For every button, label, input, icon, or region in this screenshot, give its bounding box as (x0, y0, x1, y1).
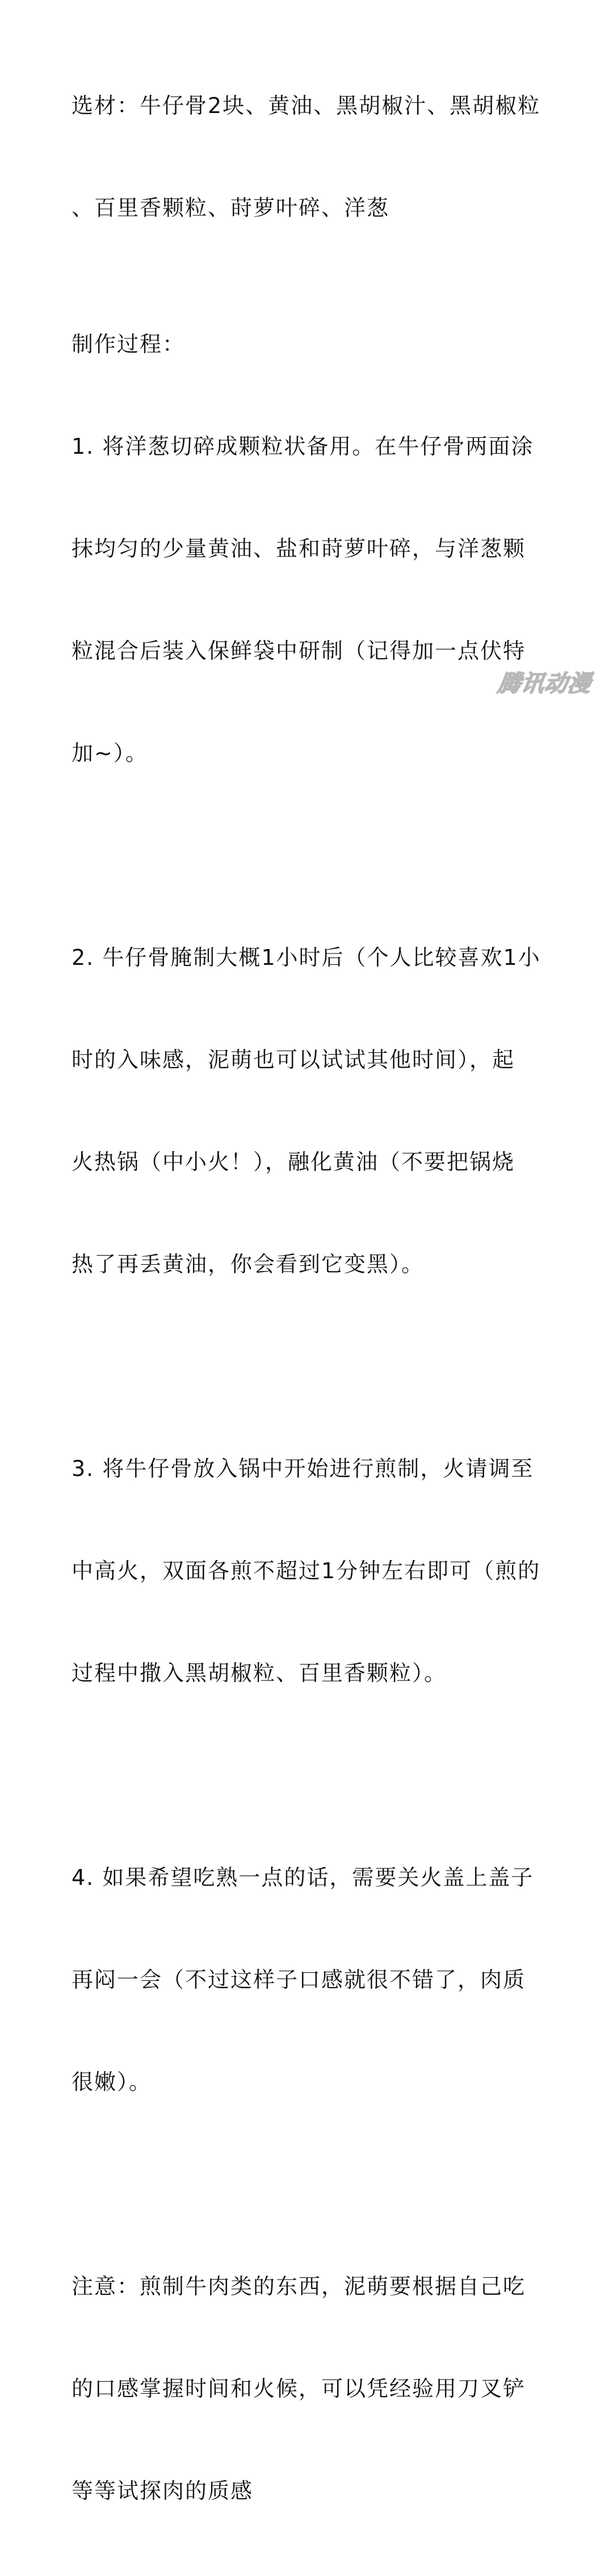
text-line: 抹均匀的少量黄油、盐和莳萝叶碎，与洋葱颗 (72, 536, 526, 561)
text-line: 粒混合后装入保鲜袋中研制（记得加一点伏特 (72, 638, 526, 663)
text-line: 很嫩）。 (72, 2069, 152, 2094)
recipe-content (72, 20, 544, 2576)
text-line: 中高火，双面各煎不超过1分钟左右即可（煎的 (72, 1558, 541, 1583)
text-line: 加~）。 (72, 741, 148, 766)
watermark-logo (489, 667, 601, 696)
paragraph-gap (72, 1349, 544, 1383)
text-line: 时的入味感，泥萌也可以试试其他时间），起 (72, 1047, 515, 1072)
step-2-paragraph (72, 872, 544, 1349)
text-line: 再闷一会（不过这样子口感就很不错了，肉质 (72, 1967, 526, 1992)
text-line: 的口感掌握时间和火候，可以凭经验用刀叉铲 (72, 2376, 526, 2401)
note-paragraph (72, 2201, 544, 2576)
paragraph-gap (72, 293, 544, 327)
step-1-paragraph (72, 361, 544, 838)
text-line: 过程中撒入黑胡椒粒、百里香颗粒）。 (72, 1661, 447, 1686)
paragraph-gap (72, 2167, 544, 2201)
text-line: 火热锅（中小火！），融化黄油（不要把锅烧 (72, 1149, 515, 1174)
text-line: 注意：煎制牛肉类的东西，泥萌要根据自己吃 (72, 2274, 526, 2299)
step-4-paragraph (72, 1792, 544, 2167)
paragraph-gap (72, 838, 544, 872)
text-line: 热了再丢黄油，你会看到它变黑）。 (72, 1252, 425, 1277)
text-line: 4. 如果希望吃熟一点的话，需要关火盖上盖子 (72, 1865, 534, 1890)
text-line: 3. 将牛仔骨放入锅中开始进行煎制，火请调至 (72, 1456, 534, 1481)
text-line: 1. 将洋葱切碎成颗粒状备用。在牛仔骨两面涂 (72, 434, 534, 459)
watermark-text: 腾讯动漫 (496, 670, 593, 697)
text-line: 2. 牛仔骨腌制大概1小时后（个人比较喜欢1小 (72, 945, 541, 970)
process-heading: 制作过程： (72, 332, 186, 357)
paragraph-gap (72, 1758, 544, 1792)
step-3-paragraph (72, 1383, 544, 1758)
text-line: 等等试探肉的质感 (72, 2478, 254, 2503)
text-line: 、百里香颗粒、莳萝叶碎、洋葱 (72, 195, 390, 220)
text-line: 选材：牛仔骨2块、黄油、黑胡椒汁、黑胡椒粒 (72, 93, 541, 118)
materials-paragraph (72, 20, 544, 293)
